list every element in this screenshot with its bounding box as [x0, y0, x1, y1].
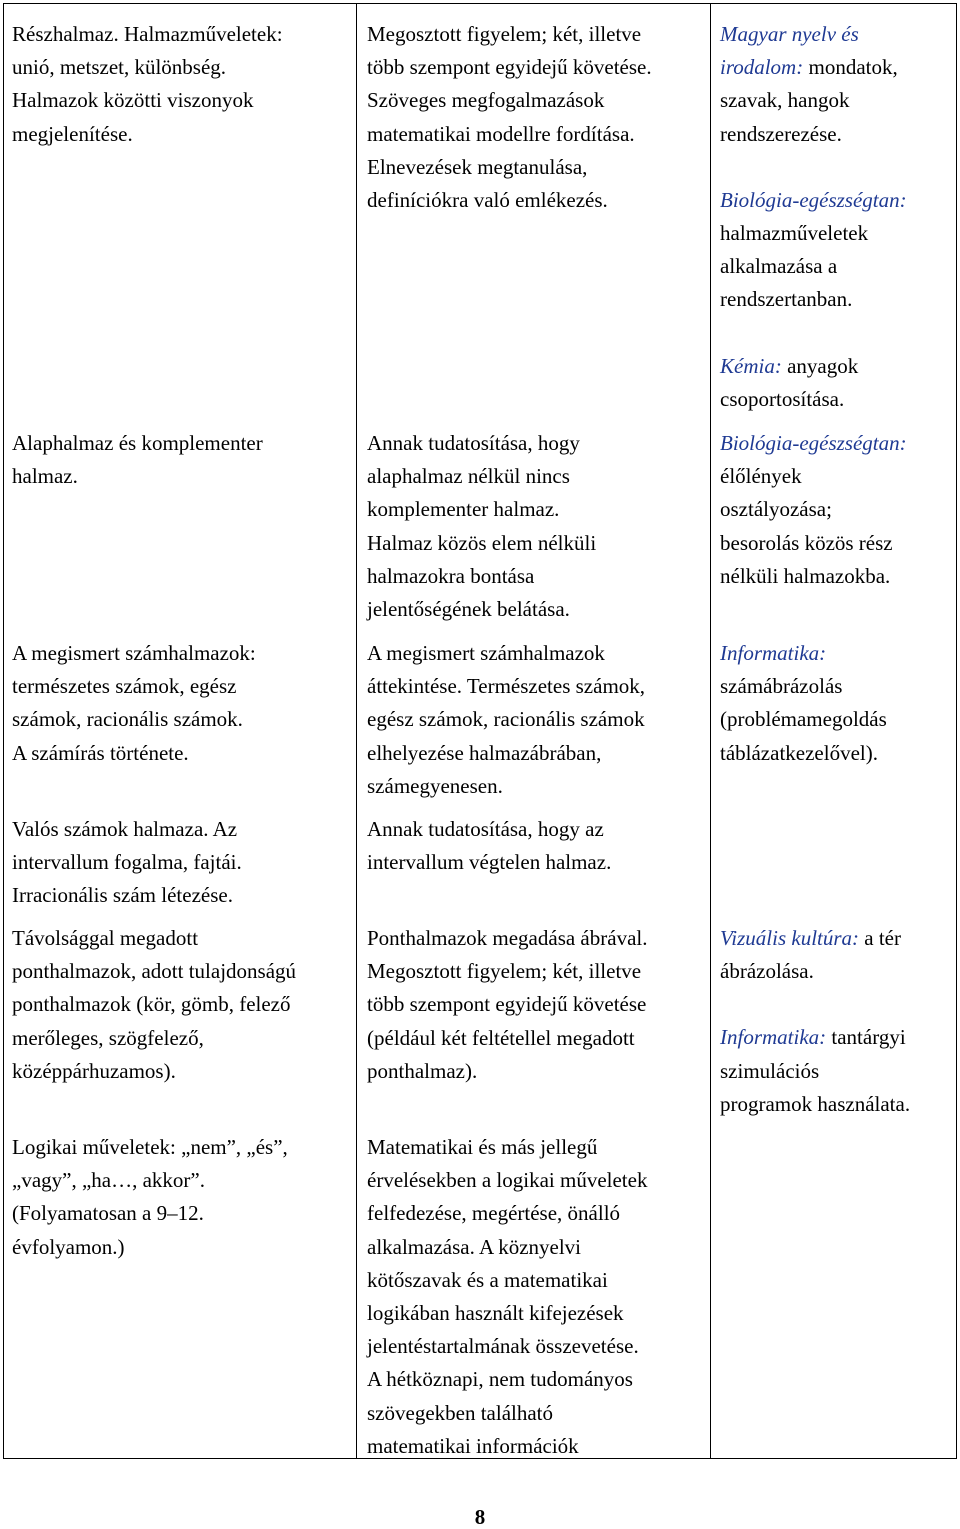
text-line: Megosztott figyelem; két, illetve	[367, 959, 642, 984]
text-line: komplementer halmaz.	[367, 497, 560, 522]
text-line: Annak tudatosítása, hogy	[367, 431, 580, 455]
text-line: szövegekben található	[367, 1400, 554, 1425]
text-line: intervallum végtelen halmaz.	[367, 850, 612, 875]
row5-links	[720, 922, 956, 1121]
text-line: merőleges, szögfelező,	[12, 1025, 204, 1050]
text-line: jelentőségének belátása.	[367, 597, 570, 622]
row6-topic	[12, 1131, 357, 1264]
text-line: Valós számok halmaza. Az	[12, 817, 238, 841]
text-line: Matematikai és más jellegű	[367, 1135, 598, 1159]
link-subject-line	[720, 18, 956, 51]
subject-label: Magyar nyelv és	[720, 22, 859, 46]
text-line: számok, racionális számok.	[12, 707, 243, 732]
subject-label: Vizuális kultúra:	[720, 926, 860, 950]
subject-label: irodalom:	[720, 55, 804, 80]
text-line: egész számok, racionális számok	[367, 707, 645, 732]
text-line: szavak, hangok	[720, 88, 850, 113]
text-line: Elnevezések megtanulása,	[367, 154, 588, 179]
text-line: Alaphalmaz és komplementer	[12, 431, 263, 455]
link-subject-line	[720, 51, 956, 84]
text-line: ábrázolása.	[720, 959, 814, 984]
row2-skill	[367, 427, 712, 626]
text-line: programok használata.	[720, 1091, 911, 1116]
text-line: halmazműveletek	[720, 221, 869, 246]
text-line: több szempont egyidejű követése.	[367, 55, 652, 80]
text-line: rendszerezése.	[720, 121, 842, 146]
text-line: rendszertanban.	[720, 287, 853, 312]
row1-topic	[12, 18, 357, 151]
text-line: ponthalmaz).	[367, 1058, 478, 1083]
row1-skill	[367, 18, 712, 217]
text-line: logikában használt kifejezések	[367, 1301, 624, 1326]
text-line: besorolás közös rész	[720, 530, 893, 555]
text-line: Irracionális szám létezése.	[12, 883, 233, 908]
text-line: jelentéstartalmának összevetése.	[367, 1334, 639, 1359]
row1-links	[720, 18, 956, 416]
text-line: táblázatkezelővel).	[720, 740, 878, 765]
text-line: Ponthalmazok megadása ábrával.	[367, 926, 648, 950]
text-line: Távolsággal megadott	[12, 926, 199, 950]
text-line: A hétköznapi, nem tudományos	[367, 1367, 633, 1392]
text-line: középpárhuzamos).	[12, 1058, 176, 1083]
text-line: Halmaz közös elem nélküli	[367, 530, 597, 555]
row5-skill	[367, 922, 712, 1088]
text-line: Szöveges megfogalmazások	[367, 88, 605, 113]
link-subject-line	[720, 1021, 956, 1054]
text-line: Megosztott figyelem; két, illetve	[367, 22, 642, 46]
link-subject-line	[720, 184, 956, 217]
text-run: tantárgyi	[826, 1025, 906, 1050]
text-line: számábrázolás	[720, 674, 843, 699]
text-line: (problémamegoldás	[720, 707, 887, 732]
link-subject-line	[720, 637, 956, 670]
row2-topic	[12, 427, 357, 493]
text-line: matematikai modellre fordítása.	[367, 121, 635, 146]
text-line: nélküli halmazokba.	[720, 563, 891, 588]
text-run: mondatok,	[803, 55, 898, 80]
row3-skill	[367, 637, 712, 803]
row4-topic	[12, 813, 357, 913]
text-line: ponthalmazok, adott tulajdonságú	[12, 959, 297, 984]
text-line: alkalmazása. A köznyelvi	[367, 1234, 582, 1259]
link-subject-line	[720, 922, 956, 955]
text-line: halmaz.	[12, 464, 78, 489]
row4-skill	[367, 813, 712, 879]
text-line: évfolyamon.)	[12, 1234, 125, 1259]
row3-links	[720, 637, 956, 770]
subject-label: Informatika:	[720, 641, 827, 665]
row3-topic	[12, 637, 357, 770]
text-line: kötőszavak és a matematikai	[367, 1267, 608, 1292]
row2-links	[720, 427, 956, 593]
text-line: A megismert számhalmazok	[367, 641, 605, 665]
link-subject-line	[720, 350, 956, 383]
page-number: 8	[474, 1505, 486, 1529]
text-line: definíciókra való emlékezés.	[367, 188, 608, 213]
curriculum-table	[3, 3, 957, 1459]
text-line: A számírás története.	[12, 740, 189, 765]
text-line: több szempont egyidejű követése	[367, 992, 647, 1017]
row5-topic	[12, 922, 357, 1088]
text-line: Annak tudatosítása, hogy az	[367, 817, 604, 841]
text-line: Logikai műveletek: „nem”, „és”,	[12, 1135, 288, 1159]
text-line: (Folyamatosan a 9–12.	[12, 1201, 204, 1226]
text-line: élőlények	[720, 464, 802, 489]
link-subject-line	[720, 427, 956, 460]
text-line: (például két feltétellel megadott	[367, 1025, 635, 1050]
subject-label: Kémia:	[720, 353, 782, 378]
text-line: megjelenítése.	[12, 121, 133, 146]
text-line: áttekintése. Természetes számok,	[367, 674, 646, 699]
text-line: elhelyezése halmazábrában,	[367, 740, 602, 765]
row6-skill	[367, 1131, 712, 1463]
text-line: szimulációs	[720, 1058, 820, 1083]
subject-label: Biológia-egészségtan:	[720, 431, 907, 455]
text-run: a tér	[859, 926, 902, 950]
text-line: Részhalmaz. Halmazműveletek:	[12, 22, 283, 46]
text-line: matematikai információk	[367, 1433, 579, 1458]
text-line: érvelésekben a logikai műveletek	[367, 1168, 648, 1193]
text-line: Halmazok közötti viszonyok	[12, 88, 254, 113]
subject-label: Biológia-egészségtan:	[720, 187, 907, 212]
text-line: unió, metszet, különbség.	[12, 55, 227, 80]
text-line: természetes számok, egész	[12, 674, 237, 699]
text-line: osztályozása;	[720, 497, 832, 522]
text-line: felfedezése, megértése, önálló	[367, 1201, 621, 1226]
text-line: alkalmazása a	[720, 254, 838, 279]
text-line: „vagy”, „ha…, akkor”.	[12, 1168, 205, 1193]
text-line: számegyenesen.	[367, 773, 503, 798]
text-line: A megismert számhalmazok:	[12, 641, 256, 665]
text-line: csoportosítása.	[720, 386, 845, 411]
text-line: intervallum fogalma, fajtái.	[12, 850, 242, 875]
subject-label: Informatika:	[720, 1025, 827, 1050]
text-line: alaphalmaz nélkül nincs	[367, 464, 570, 489]
text-line: ponthalmazok (kör, gömb, felező	[12, 992, 291, 1017]
text-run: anyagok	[781, 353, 859, 378]
text-line: halmazokra bontása	[367, 563, 535, 588]
